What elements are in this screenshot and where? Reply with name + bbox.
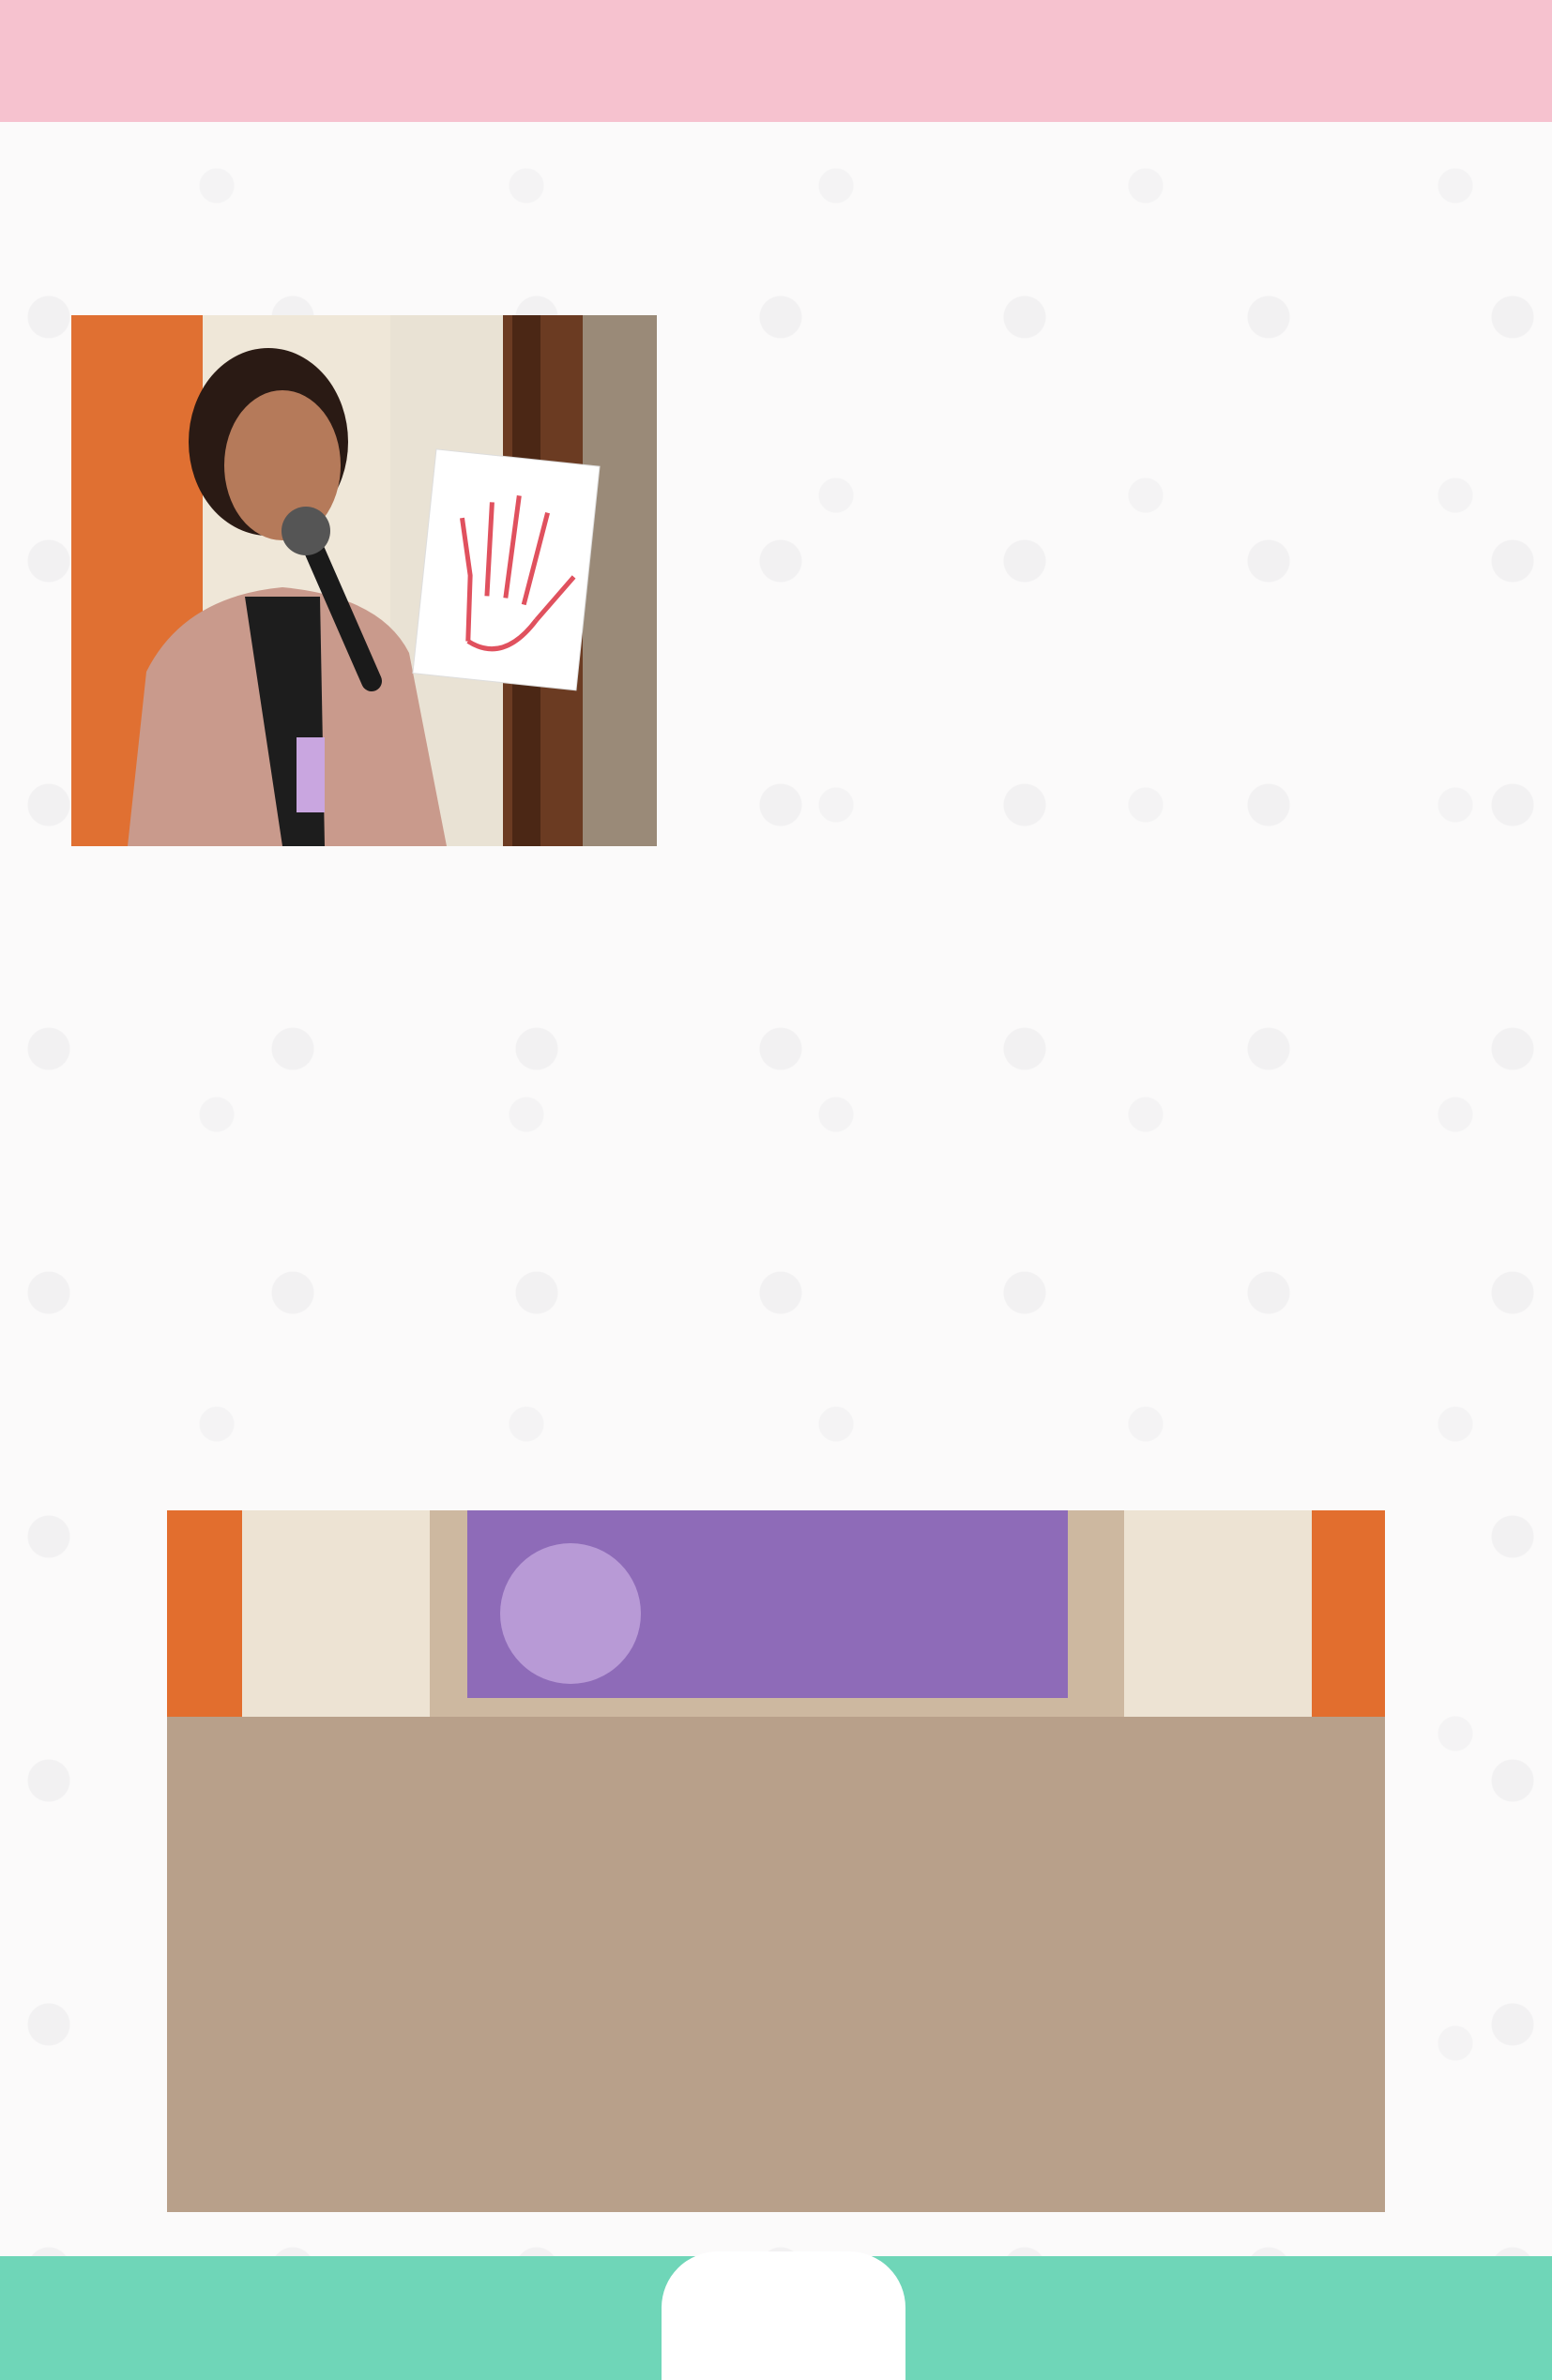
speaker-photo xyxy=(71,315,657,846)
group-activity-photo xyxy=(167,1510,1385,2212)
top-decorative-band xyxy=(0,0,1552,122)
page-number xyxy=(662,2275,905,2331)
embroidery-pattern-top xyxy=(0,0,1552,122)
